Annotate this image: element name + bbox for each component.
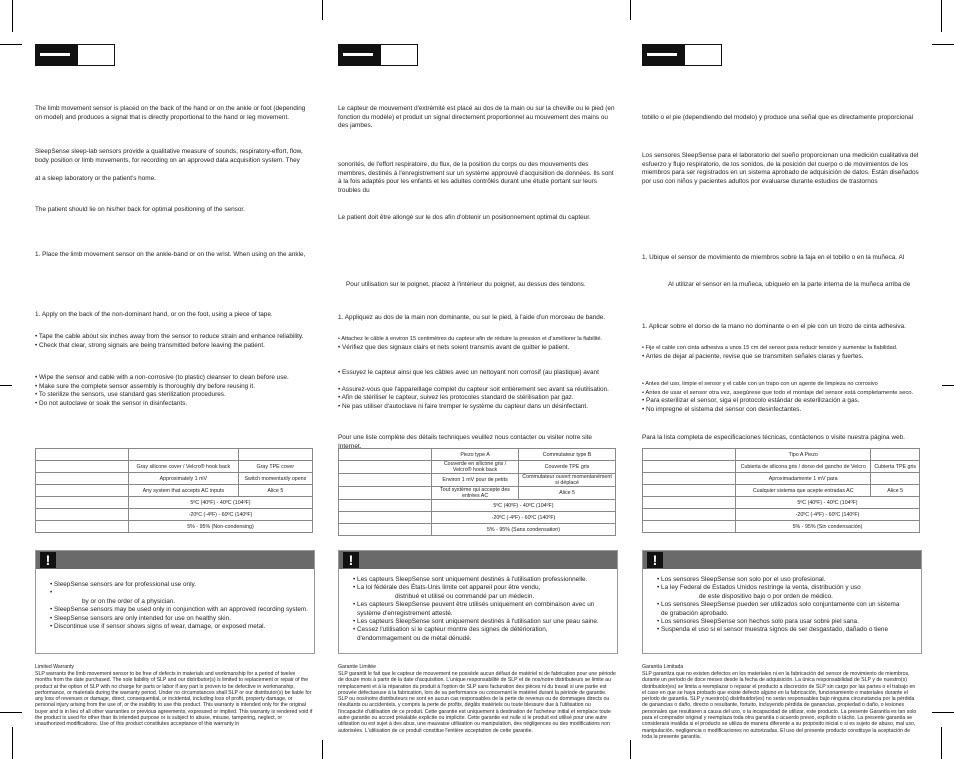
crop-mark (941, 727, 942, 759)
warning-item: • Los sensores SleepSense pueden ser utilizados solo conjuntamente con un sistema (657, 601, 900, 609)
description-text: sonorités, de l'effort respiratoire, du flux, de la position du corps ou des mouvements des membres, destinés à l'enregistrement sur un système approuvé d'acquisition de données. Ils sont à la fois adaptés pour les enfants et les adultes contrôlés durant une étude portant sur leurs troubles du (338, 161, 614, 194)
list-item: • Antes del uso, limpie el sensor y el cable con un trapo con un agente de limpieza no corrosivo (642, 381, 878, 387)
warning-item: • Los sensores SleepSense son hechos solo para usar sobre piel sana. (657, 618, 859, 626)
list-item: • No impregne el sistema del sensor con desinfectantes. (642, 405, 802, 413)
crop-mark (932, 44, 954, 45)
warning-box (338, 550, 618, 654)
list-item: • Fije el cable con cinta adhesiva a unos 15 cm del sensor para reducir tensión y aumentar la fiabilidad. (642, 345, 898, 351)
warning-item: • Les capteurs SleepSense sont uniquement destinés à l'utilisation professionnelle. (353, 576, 588, 583)
warning-item: • Los sensores SleepSense son solo por el uso profesional. (657, 576, 826, 583)
list-item: • Assurez-vous que l'appareillage complet du capteur soit entièrement sec avant sa réutilisation. (338, 385, 609, 393)
apply-step: 1. Apply on the back of the non-dominant hand, or on the foot, using a piece of tape. (35, 311, 273, 318)
warranty-text: SLP warrants the limb movement sensor to be free of defects in materials and workmanship for a period of twelve months from the date purchased. The sole liability of SLP and our distributor(s) is limited to replacement or repair of the product at the option of SLP with no charge for parts or labor if any part is proven to be defective in workmanship, performance, or materials during the warranty period. Under no circumstances shall SLP or our distributor(s) be liable for any loss of revenues or damage, direct, consequential, or incidental, including loss of profit, property damage, or personal injury arising from the use of, or the inability to use this product. This warranty is intended only for the original buyer and is in lieu of all other warranties or previous agreements, expressed or implied. This warranty is rendered void if the product is used for other than its intended purpose or is subject to abuse, misuse, tampering, neglect, or unauthorized modifications. Use of this product constitutes acceptance of this warranty in (35, 671, 313, 728)
description-text-2: at a sleep laboratory or the patient's home. (35, 175, 156, 182)
crop-mark (322, 740, 323, 759)
description-text: SleepSense sleep-lab sensors provide a qualitative measure of sounds, respiratory-effort, flow, body position or limb movements, for recording on an approved data acquisition system. They (35, 148, 303, 164)
list-item: • Ne pas utiliser d'autoclave ni faire tremper le système du capteur dans un désinfectant. (338, 402, 588, 410)
warning-item: • Discontinue use if sensor shows signs of wear, damage, or exposed metal. (50, 623, 266, 631)
list-item: • Para esterilizar el sensor, siga el protocolo estándar de esterilización a gas. (642, 397, 860, 405)
placement-step: 1. Place the limb movement sensor on the ankle-band or on the wrist. When using on the ankle, (35, 251, 306, 258)
warranty-text: SLP garantiza que no existen defectos en los materiales ni en la fabricación del sensor de movimiento de miembros, durante un período de doce meses desde la fecha de adquisición. La única responsabilidad de SLP y de nuestro(s) distribuidor(es) se limita a reemplazar o reparar el producto a discreción de SLP sin cargo por las partes o el trabajo en el caso en que se haya probado que existe defecto alguno en la fabricación, funcionamiento o materiales durante el período de garantía. SLP y nuestro(s) distribuidor(es) no serán responsables bajo ninguna circunstancia por la pérdida de ganancias o daño, directo o resultante, fortuito, incluyendo pérdida de ganancias, propiedad o daño, o lesiones personales que resultaren a causa del uso, o la incapacidad de utilizar, este producto. La presente Garantía es tan solo para el comprador original y reemplaza toda otra garantía o acuerdo previo, explícito o tácito. La presente garantía se considerará inválida si el producto se utiliza de manera diferente a su propósito inicial o si es sujeto de abuso, mal uso, manipulación, negligencia o modificaciones no autorizadas. El uso del presente producto constituye la aceptación de toda la presente garantía. (642, 671, 917, 740)
placement-step: 1. Ubique el sensor de movimiento de miembros sobre la faja en el tobillo o en la muñeca. Al (642, 254, 905, 261)
crop-mark (0, 385, 12, 386)
warning-item: • SleepSense sensors are for professional use only. (50, 581, 196, 588)
cleaning-list (642, 380, 920, 414)
cleaning-list (35, 374, 313, 408)
brand-logo (35, 44, 115, 66)
warning-box (642, 550, 922, 654)
tips-list (35, 333, 313, 350)
list-item: • Essuyez le capteur ainsi que les câbles avec un nettoyant non corrosif (au plastique) avant (338, 369, 599, 376)
crop-mark (12, 0, 13, 32)
spec-table: Piezo type A Commutateur type B Couverde en silicone gris / Velcro® hook back Couverde TPE gris Environ 1 mV pour de petits Commutateur ouvert momentanément si déplacé Tout système qui accepte des entrées AC Alice 5 5ºC (40ºF) - 40ºC (104ºF) -20ºC (-4ºF) - 60ºC (140ºF) 5% - 95% (Sans condensation) (338, 448, 616, 536)
description-text: Los sensores SleepSense para el laboratorio del sueño proporcionan una medición cualitativa del esfuerzo y flujo respiratorio, de los sonidos, de la posición del cuerpo o de movimientos de los miembros para ser registrados en un sistema aprobado de adquisición de datos. Están diseñados por uso con niños y pacientes adultos por evaluarse durante estudios de trastornos (642, 152, 919, 185)
warning-item: • SleepSense sensors may be used only in conjunction with an approved recording system. (50, 606, 309, 614)
warning-item: • Cessez l'utilisation si le capteur montre des signes de détérioration, (353, 626, 548, 634)
crop-mark (0, 44, 22, 45)
crop-mark (932, 712, 954, 713)
apply-step: 1. Aplicar sobre el dorso de la mano no dominante o en el pie con un trozo de cinta adhesiva. (642, 323, 906, 330)
warning-icon: ! (40, 552, 56, 568)
apply-step: 1. Appliquez au dos de la main non dominante, ou sur le pied, à l'aide d'un morceau de bande. (338, 314, 606, 321)
column-spanish (642, 0, 920, 759)
warning-item: • Suspenda el uso si el sensor muestra signos de ser desgastado, dañado o tiene (657, 626, 889, 634)
tips-list (642, 344, 920, 361)
warning-item: by or on the order of a physician. (82, 597, 176, 605)
wrist-note: Al utilizar el sensor en la muñeca, ubíquelo en la parte interna de la muñeca arriba de (668, 281, 911, 288)
wrist-note: Pour utilisation sur le poignet, placez à l'intérieur du poignet, au dessus des tendons. (346, 281, 586, 288)
warning-item: d'endommagement ou de métal dénudé. (357, 634, 472, 642)
warning-item: système d'enregistrement attesté. (357, 609, 453, 617)
brand-logo (642, 44, 722, 66)
list-item: • Afin de stériliser le capteur, suivez les protocoles standard de stérilisation par gaz. (338, 394, 574, 402)
positioning-text: Le patient doit être allongé sur le dos afin d'obtenir un positionnement optimal du capteur. (338, 214, 591, 221)
warranty-title: Garantía Limitada (642, 664, 684, 670)
warning-item: • La ley Federal de Estados Unidos restringe la venta, distribución y uso (657, 584, 861, 592)
list-item: • To sterilize the sensors, use standard gas sterilization procedures. (35, 391, 226, 399)
warning-item: • Les capteurs SleepSense sont uniquement destinés à l'utilisation sur une peau saine. (353, 618, 599, 626)
cleaning-list (338, 369, 616, 411)
column-french (338, 0, 616, 759)
warning-box (35, 550, 315, 654)
crop-mark (0, 712, 22, 713)
crop-mark (12, 727, 13, 759)
intro-text: Le capteur de mouvement d'extrémité est placé au dos de la main ou sur la cheville ou le pied (en fonction du modèle) et produit un signal directement proportionnel au mouvement des mains ou des jambes. (338, 105, 615, 130)
crop-mark (630, 740, 631, 759)
brand-logo (338, 44, 418, 66)
crop-mark (941, 0, 942, 32)
list-item: • Make sure the complete sensor assembly is thoroughly dry before reusing it. (35, 382, 255, 390)
intro-text: The limb movement sensor is placed on the back of the hand or on the ankle or foot (depending on model) and produces a signal that is directly proportional to the hand or leg movement. (35, 105, 306, 121)
crop-mark (942, 385, 954, 386)
warning-item: de este dispositivo bajo o por orden de médico. (699, 592, 833, 600)
list-item: • Wipe the sensor and cable with a non-corrosive (to plastic) cleanser to clean before use. (35, 374, 289, 381)
warranty-title: Limited Warranty (35, 664, 75, 670)
list-item: • Check that clear, strong signals are being transmitted before leaving the patient. (35, 341, 265, 349)
crop-mark (322, 0, 323, 20)
positioning-text: The patient should lie on his/her back for optimal positioning of the sensor. (35, 206, 245, 213)
list-item: • Vérifiez que des signaux clairs et nets soient transmis avant de quitter le patient. (338, 343, 570, 351)
contact-text: Para la lista completa de especificaciones técnicas, contáctenos o visite nuestra página web. (642, 434, 905, 441)
column-english (35, 0, 313, 759)
warning-item: • Les capteurs SleepSense peuvent être utilisés uniquement en combinaison avec un (353, 601, 595, 609)
list-item: • Attachez le câble à environ 15 centimètres du capteur afin de réduire la pression et d'améliorer la fiabilité. (338, 336, 603, 342)
tips-list (338, 335, 616, 352)
list-item: • Antes de dejar al paciente, revise que se transmiten señales claras y fuertes. (642, 352, 864, 360)
list-item: • Do not autoclave or soak the sensor in disinfectants. (35, 399, 188, 407)
spec-table: Gray silicone cover / Velcro® hook back Gray TPE cover Approximately 1 mV Switch momentarily opens Any system that accepts AC inputs Alice 5 5ºC (40ºF) - 40ºC (104ºF) -20ºC (-4ºF) - 60ºC (140ºF) 5% - 95% (Non-condensing) (35, 448, 313, 533)
list-item: • Antes de usar el sensor otra vez, asegúrese que todo el montaje del sensor está completamente seco. (642, 389, 914, 396)
warning-icon: ! (647, 552, 663, 568)
warning-item: de grabación aprobado. (661, 609, 729, 617)
warning-icon: ! (343, 552, 359, 568)
crop-mark (630, 0, 631, 20)
warning-item: • (50, 589, 53, 597)
contact-text: Pour une liste complète des détails techniques veuillez nous contacter ou visiter notre site Internet. (338, 434, 592, 450)
warning-item: • La loi fédérale des États-Unis limite cet appareil pour être vendu, (353, 584, 541, 592)
warranty-title: Garantie Limitée (338, 664, 377, 670)
intro-text: tobillo o el pie (dependiendo del modelo) y produce una señal que es directamente proporcional (642, 114, 914, 121)
spec-table: Tipo A Piezo Cubierta de silicona gris / dorso del gancho de Velcro Cubierta TPE gris Aproximadamente 1 mV para Cualquier sistema que acepte entradas AC Alice 5 5ºC (40ºF) - 40ºC (104ºF) -20ºC (-4ºF) - 60ºC (140ºF) 5% - 95% (Sin condensación) (642, 448, 920, 533)
warning-item: distribué et utilisé ou commandé par un médecin. (395, 592, 535, 600)
warning-item: • SleepSense sensors are only intended for use on healthy skin. (50, 614, 231, 622)
list-item: • Tape the cable about six inches away from the sensor to reduce strain and enhance reliability. (35, 333, 304, 340)
warranty-text: SLP garantit le fait que le capteur de mouvement ne possède aucun défaut de matériel ni de fabrication pour une période de douze mois à partir de la date d'acquisition. L'unique responsabilité de SLP et de nos/notre distributeurs se limite au remplacement et à la réparation du produit à l'option de SLP sans facturation des pièces ni du travail si une partie est prouvée défectueuse à la fabrication, lors de sa performance ou concernant le matériel durant la période de garantie. SLP ou nos/notre distributeurs ne sont en aucun cas responsables de la perte de revenus ou de dommages directs ou résultants ou accidentels, y compris la perte de profits, dégâts matériels ou toute blessure due à l'utilisation ou l'incapacité d'utilisation de ce produit. Cette garantie est uniquement à destination de l'acheteur initial et remplace toute autre garantie ou accord préalable explicite ou implicite. Cette garantie est nulle si le produit est utilisé pour une autre utilisation ou est sujet à des abus, une mauvaise utilisation ou manipulation, des négligences ou des modifications non autorisées. L'utilisation de ce produit constitue l'entière acceptation de cette garantie. (338, 671, 616, 734)
